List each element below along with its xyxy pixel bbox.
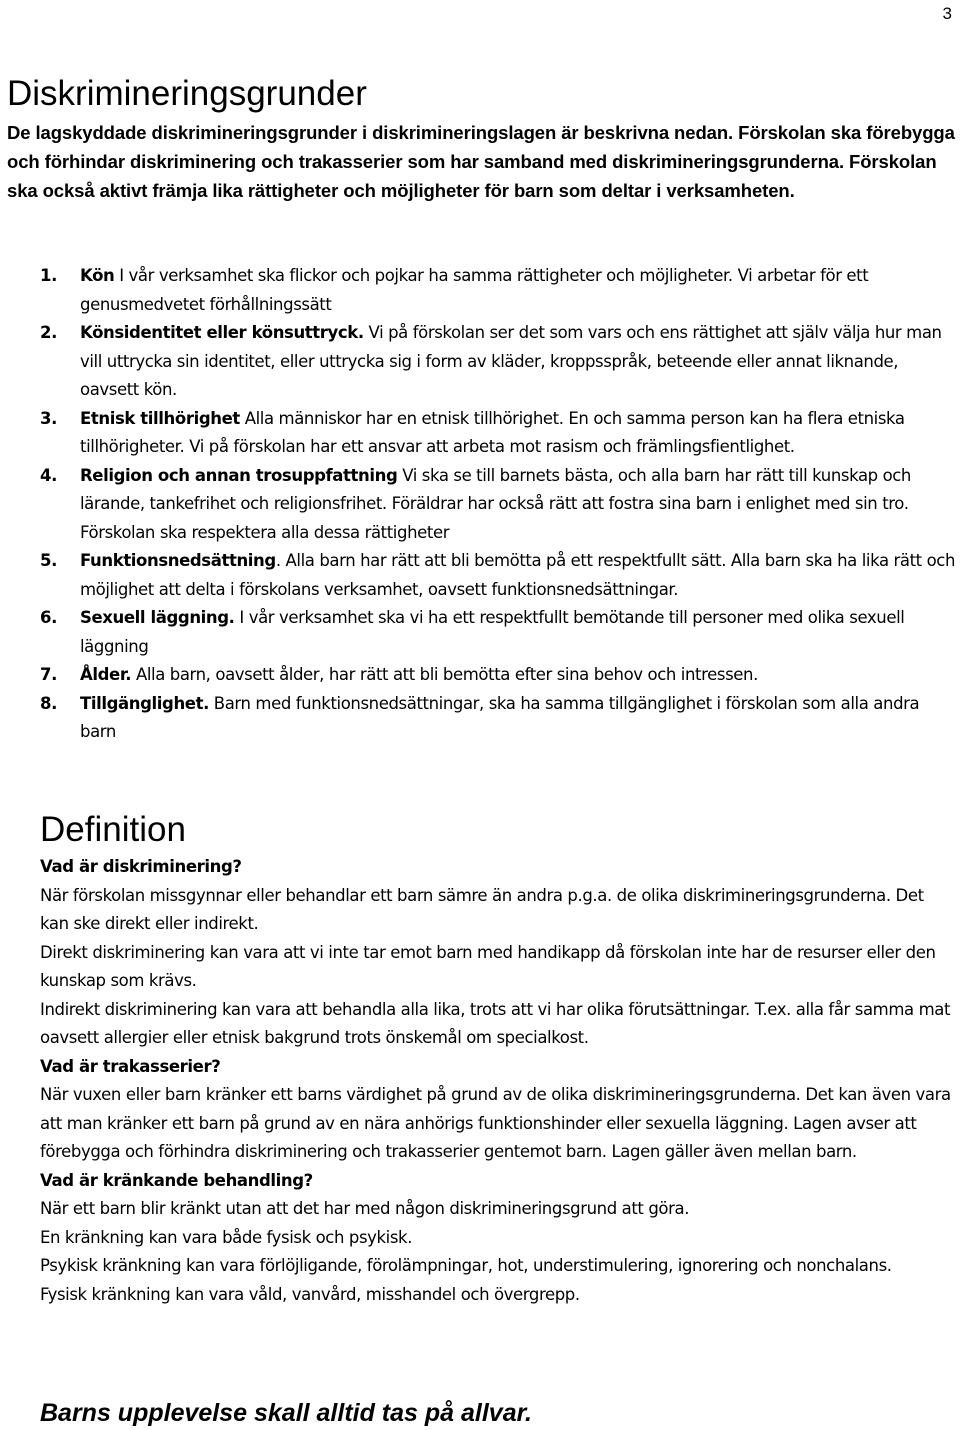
definition-text: Direkt diskriminering kan vara att vi inte tar emot barn med handikapp då förskolan inte har de resurser eller den kunskap som krävs. [40, 942, 936, 990]
page-title: Diskrimineringsgrunder [7, 74, 367, 113]
intro-paragraph: De lagskyddade diskrimineringsgrunder i diskrimineringslagen är beskrivna nedan. Förskolan ska förebygga och förhindar diskriminering och trakasserier som har samband med diskrimineringsgrunderna. Förskolan ska också aktivt främja lika rättigheter och möjligheter för barn som deltar i verksamheten. [7, 122, 955, 201]
item-term: Tillgänglighet. [80, 693, 209, 713]
list-item [40, 661, 958, 690]
item-term: Etnisk tillhörighet [80, 408, 240, 428]
item-number: 3. [40, 408, 57, 428]
item-number: 1. [40, 266, 57, 285]
item-text: Alla människor har en etnisk tillhörighet. En och samma person kan ha flera etniska tillhörigheter. Vi på förskolan har ett ansvar att arbeta mot rasism och främlingsfientlighet. [80, 408, 905, 456]
question-degrading-treatment: Vad är kränkande behandling? [40, 1170, 313, 1190]
item-text: Vi ska se till barnets bästa, och alla barn har rätt till kunskap och lärande, tankefrihet och religionsfrihet. Föräldrar har också rätt att fostra sina barn i enlighet med sin tro. Förskolan ska respektera alla dessa rättigheter [80, 465, 911, 542]
item-number: 5. [40, 551, 57, 570]
definition-text: Indirekt diskriminering kan vara att behandla alla lika, trots att vi har olika förutsättningar. T.ex. alla får samma mat oavsett allergier eller etnisk bakgrund trots önskemål om specialkost. [40, 999, 951, 1047]
definition-section [40, 853, 955, 1309]
item-text: Alla barn, oavsett ålder, har rätt att bli bemötta efter sina behov och intressen. [131, 665, 758, 684]
item-text: I vår verksamhet ska flickor och pojkar ha samma rättigheter och möjligheter. Vi arbetar för ett genusmedvetet förhållningssätt [80, 266, 869, 314]
definition-heading: Definition [40, 810, 186, 849]
item-term: Sexuell läggning. [80, 608, 235, 627]
question-harassment: Vad är trakasserier? [40, 1056, 221, 1076]
item-number: 4. [40, 465, 57, 485]
item-term: Religion och annan trosuppfattning [80, 465, 398, 485]
definition-text: När förskolan missgynnar eller behandlar ett barn sämre än andra p.g.a. de olika diskrimineringsgrunderna. Det kan ske direkt eller indirekt. [40, 885, 924, 933]
item-text: Barn med funktionsnedsättningar, ska ha samma tillgänglighet i förskolan som alla andra barn [80, 693, 920, 741]
item-term: Könsidentitet eller könsuttryck. [80, 323, 364, 342]
item-term: Funktionsnedsättning [80, 551, 276, 570]
item-text: . Alla barn har rätt att bli bemötta på ett respektfullt sätt. Alla barn ska ha lika rätt och möjlighet att delta i förskolans verksamhet, oavsett funktionsnedsättningar. [80, 551, 956, 599]
list-item [40, 405, 958, 462]
definition-text: En kränkning kan vara både fysisk och psykisk. [40, 1227, 413, 1247]
item-number: 6. [40, 608, 57, 627]
list-item [40, 319, 958, 405]
discrimination-grounds-list [40, 262, 958, 747]
definition-text: Fysisk kränkning kan vara våld, vanvård, misshandel och övergrepp. [40, 1284, 580, 1304]
list-item [40, 262, 958, 319]
list-item [40, 604, 958, 661]
list-item [40, 547, 958, 604]
item-term: Ålder. [80, 665, 132, 684]
item-number: 7. [40, 665, 57, 684]
definition-text: När ett barn blir kränkt utan att det har med någon diskrimineringsgrund att göra. [40, 1199, 690, 1218]
definition-text: När vuxen eller barn kränker ett barns värdighet på grund av de olika diskrimineringsgrunderna. Det kan även vara att man kränker ett barn på grund av en nära anhörigs funktionshinder eller sexuella läggning. Lagen avser att förebygga och förhindra diskriminering och trakasserier gentemot barn. Lagen gäller även mellan barn. [40, 1085, 951, 1161]
page-number: 3 [942, 4, 952, 23]
item-number: 2. [40, 323, 57, 342]
definition-text: Psykisk kränkning kan vara förlöjligande, förolämpningar, hot, understimulering, ignorering och nonchalans. [40, 1256, 892, 1275]
item-number: 8. [40, 693, 57, 713]
item-text: Vi på förskolan ser det som vars och ens rättighet att själv välja hur man vill uttrycka sin identitet, eller uttrycka sig i form av kläder, kroppsspråk, beteende eller annat liknande, oavsett kön. [80, 323, 942, 399]
item-text: I vår verksamhet ska vi ha ett respektfullt bemötande till personer med olika sexuell läggning [80, 608, 905, 656]
list-item [40, 462, 958, 548]
list-item [40, 690, 958, 747]
question-discrimination: Vad är diskriminering? [40, 857, 242, 876]
closing-statement: Barns upplevelse skall alltid tas på allvar. [40, 1399, 532, 1427]
item-term: Kön [80, 266, 115, 285]
